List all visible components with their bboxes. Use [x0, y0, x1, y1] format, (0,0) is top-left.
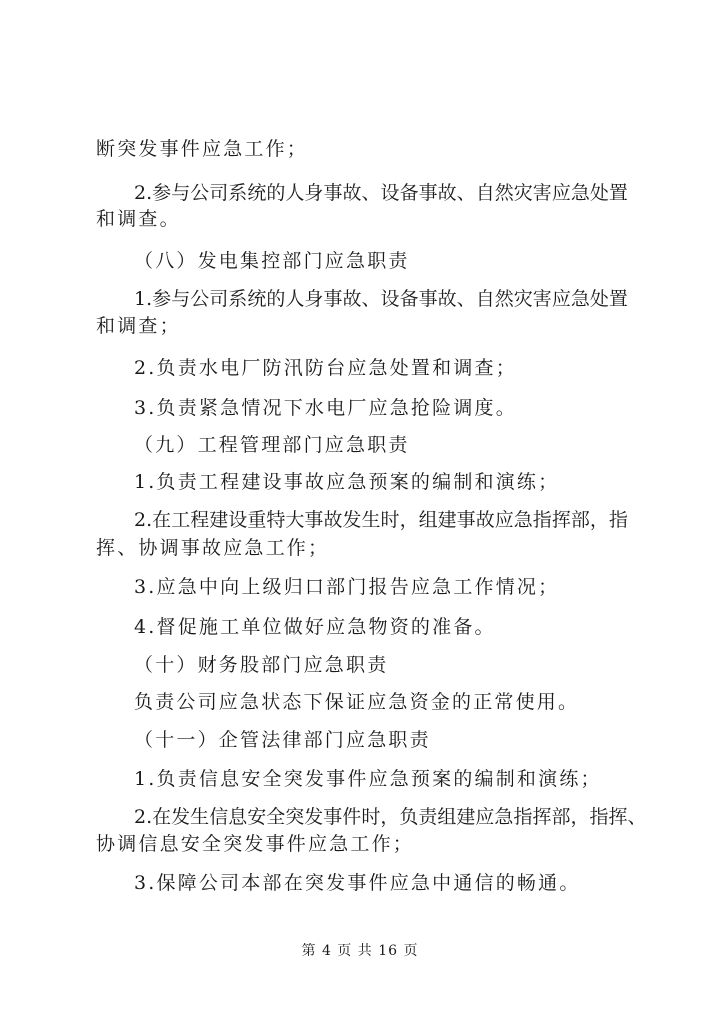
text-line: 3.负责紧急情况下水电厂应急抢险调度。: [134, 397, 517, 419]
text-line: 2 . 在 工 程 建 设 重 特 大 事 故 发 生 时 ， 组 建 事 故 应 急 指 挥 部 ， 指: [134, 509, 628, 531]
text-line: 2 . 在 发 生 信 息 安 全 突 发 事 件 时 ， 负 责 组 建 应 急 指 挥 部 ， 指 挥 、: [134, 806, 647, 828]
text-line: 挥、协调事故应急工作；: [96, 537, 330, 559]
text-line: 1.负责信息安全突发事件应急预案的编制和演练；: [134, 768, 602, 790]
text-line: 1 . 参 与 公 司 系 统 的 人 身 事 故 、 设 备 事 故 、 自 然 灾 害 应 急 处 置: [134, 288, 628, 310]
text-line: 3.保障公司本部在突发事件应急中通信的畅通。: [134, 872, 581, 894]
text-line: 4.督促施工单位做好应急物资的准备。: [134, 616, 496, 638]
text-line: 负责公司应急状态下保证应急资金的正常使用。: [134, 691, 580, 713]
text-line: 协调信息安全突发事件应急工作；: [96, 833, 415, 855]
text-line: 3.应急中向上级归口部门报告应急工作情况；: [134, 576, 560, 598]
text-line: 2 . 参 与 公 司 系 统 的 人 身 事 故 、 设 备 事 故 、 自 然 灾 害 应 急 处 置: [134, 182, 628, 204]
section-heading: （十）财务股部门应急职责: [134, 654, 389, 676]
text-line: 和调查；: [96, 315, 181, 337]
section-heading: （九）工程管理部门应急职责: [134, 434, 410, 456]
text-line: 1.负责工程建设事故应急预案的编制和演练；: [134, 471, 560, 493]
text-line: 2.负责水电厂防汛防台应急处置和调查；: [134, 357, 517, 379]
page-number-footer: 第 4 页 共 16 页: [301, 943, 419, 959]
section-heading: （十一）企管法律部门应急职责: [134, 729, 431, 751]
text-line: 断突发事件应急工作；: [96, 138, 309, 160]
text-line: 和调查。: [96, 208, 181, 230]
section-heading: （八）发电集控部门应急职责: [134, 250, 410, 272]
